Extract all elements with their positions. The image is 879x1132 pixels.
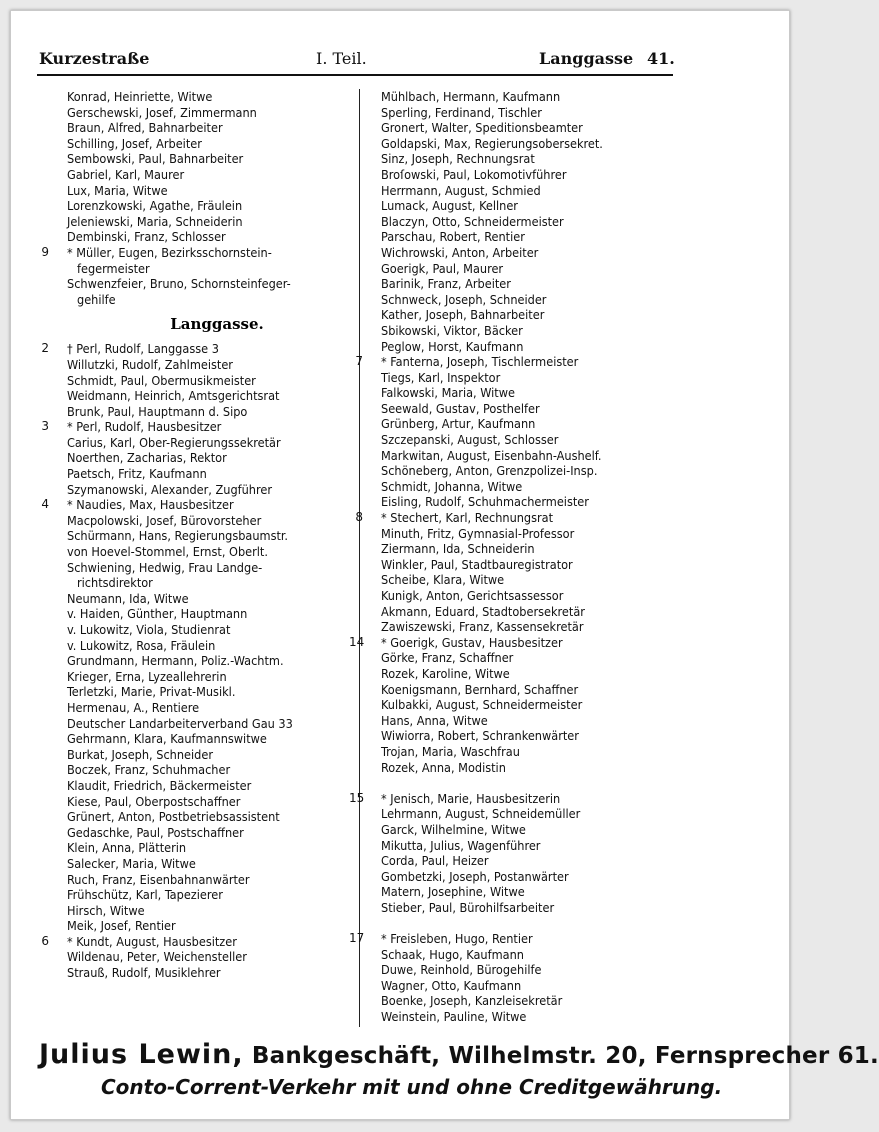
- directory-entry: [367, 229, 667, 245]
- directory-entry: [367, 292, 667, 308]
- entry-text: Gombetzki, Joseph, Postanwärter: [381, 868, 569, 884]
- directory-entry: [355, 510, 667, 526]
- directory-entry: [41, 244, 351, 261]
- directory-entry: [53, 229, 351, 245]
- entry-text: Sbikowski, Viktor, Bäcker: [381, 322, 523, 338]
- directory-entry: [367, 993, 667, 1009]
- directory-entry: [53, 809, 351, 825]
- entry-text: Rozek, Karoline, Witwe: [381, 665, 510, 681]
- entry-text: Boczek, Franz, Schuhmacher: [67, 762, 231, 778]
- entry-text: Lehrmann, August, Schneidemüller: [381, 806, 581, 822]
- entry-text: Winkler, Paul, Stadtbauregistrator: [381, 556, 573, 572]
- entry-text: v. Haiden, Günther, Hauptmann: [67, 606, 248, 622]
- directory-entry: [53, 198, 351, 214]
- directory-entry: [53, 903, 351, 919]
- directory-entry: [53, 167, 351, 183]
- directory-entry: [367, 432, 667, 448]
- directory-entry: [349, 931, 667, 947]
- entry-text: Parschau, Robert, Rentier: [381, 229, 525, 245]
- entry-text: Markwitan, August, Eisenbahn-Aushelf.: [381, 447, 602, 463]
- directory-entry: [53, 528, 351, 544]
- directory-entry: [53, 105, 351, 121]
- entry-text: Schilling, Josef, Arbeiter: [67, 135, 202, 151]
- directory-entry: [367, 494, 667, 510]
- entry-text: Mühlbach, Hermann, Kaufmann: [381, 89, 561, 104]
- entry-text: Akmann, Eduard, Stadtobersekretär: [381, 603, 585, 619]
- entry-text: Lumack, August, Kellner: [381, 198, 518, 214]
- directory-entry: [53, 653, 351, 669]
- directory-entry: [53, 794, 351, 810]
- directory-entry: [367, 339, 667, 355]
- directory-entry: [367, 198, 667, 214]
- entry-text: Willutzki, Rudolf, Zahlmeister: [67, 356, 233, 372]
- directory-entry: [367, 261, 667, 277]
- house-number: 4: [41, 497, 49, 512]
- entry-text: Gabriel, Karl, Maurer: [67, 166, 185, 182]
- entry-text: v. Lukowitz, Rosa, Fräulein: [67, 637, 216, 653]
- entry-text: Grünberg, Artur, Kaufmann: [381, 416, 536, 432]
- directory-entry: [53, 684, 351, 700]
- house-number: 7: [355, 354, 363, 369]
- entry-text: Schaak, Hugo, Kaufmann: [381, 946, 524, 962]
- entry-text: Duwe, Reinhold, Bürogehilfe: [381, 962, 542, 978]
- directory-entry: [367, 323, 667, 339]
- directory-entry: [53, 136, 351, 152]
- entry-text: von Hoevel-Stommel, Ernst, Oberlt.: [67, 544, 268, 560]
- directory-entry: [53, 292, 351, 308]
- advertiser-name: Julius Lewin,: [39, 1039, 244, 1070]
- directory-entry: [367, 401, 667, 417]
- entry-text: fegermeister: [77, 260, 150, 276]
- directory-entry: [53, 450, 351, 466]
- entry-text: Minuth, Fritz, Gymnasial-Professor: [381, 525, 575, 541]
- advertiser-details: Bankgeschäft, Wilhelmstr. 20, Fernsprecher 61.: [251, 1043, 879, 1069]
- entry-text: * Fanterna, Joseph, Tischlermeister: [381, 354, 579, 370]
- entry-text: Sinz, Joseph, Rechnungsrat: [381, 151, 535, 167]
- entry-text: Trojan, Maria, Waschfrau: [381, 743, 520, 759]
- entry-text: * Stechert, Karl, Rechnungsrat: [381, 510, 554, 526]
- entry-text: Weinstein, Pauline, Witwe: [381, 1009, 527, 1025]
- entry-text: Peglow, Horst, Kaufmann: [381, 338, 524, 354]
- directory-entry: [53, 716, 351, 732]
- entry-text: Gedaschke, Paul, Postschaffner: [67, 824, 244, 840]
- directory-entry: [367, 650, 667, 666]
- entry-text: Grünert, Anton, Postbetriebsassistent: [67, 809, 280, 825]
- house-number: 2: [41, 341, 49, 356]
- directory-entry: [367, 245, 667, 261]
- advertisement-line-1: [39, 1039, 879, 1070]
- directory-entry: [367, 666, 667, 682]
- directory-entry: [53, 669, 351, 685]
- entry-text: Wichrowski, Anton, Arbeiter: [381, 244, 539, 260]
- entry-text: gehilfe: [77, 291, 116, 307]
- entry-text: Rozek, Anna, Modistin: [381, 759, 506, 775]
- header-street-left: Kurzestraße: [39, 49, 150, 68]
- directory-entry: [53, 435, 351, 451]
- entry-text: Corda, Paul, Heizer: [381, 853, 489, 869]
- directory-entry: [53, 622, 351, 638]
- directory-entry: [367, 416, 667, 432]
- entry-text: Broſowski, Paul, Lokomotivführer: [381, 166, 567, 182]
- entry-text: Szymanowski, Alexander, Zugführer: [67, 481, 272, 497]
- directory-entry: [367, 151, 667, 167]
- entry-text: Gerschewski, Josef, Zimmermann: [67, 104, 257, 120]
- directory-entry: [53, 731, 351, 747]
- directory-entry: [367, 526, 667, 542]
- directory-entry: [367, 682, 667, 698]
- entry-text: Schmidt, Johanna, Witwe: [381, 478, 523, 494]
- entry-text: Terletzki, Marie, Privat-Musikl.: [67, 684, 236, 700]
- directory-entry: [53, 388, 351, 404]
- entry-text: Wagner, Otto, Kaufmann: [381, 977, 522, 993]
- entry-text: richtsdirektor: [77, 575, 153, 591]
- directory-entry: [367, 89, 667, 105]
- directory-entry: [349, 790, 667, 807]
- directory-entry: [367, 276, 667, 292]
- header-rule: [37, 74, 673, 76]
- entry-gap: [367, 915, 667, 931]
- column-divider: [359, 89, 360, 1027]
- header-street-right: Langgasse: [539, 49, 634, 68]
- directory-entry: [367, 806, 667, 822]
- entry-text: Tiegs, Karl, Inspektor: [381, 369, 501, 385]
- directory-entry: [367, 744, 667, 760]
- directory-entry: [41, 497, 351, 513]
- directory-entry: [41, 419, 351, 435]
- entry-text: Schnweck, Joseph, Schneider: [381, 291, 547, 307]
- directory-entry: [367, 697, 667, 713]
- entry-text: Wiwiorra, Robert, Schrankenwärter: [381, 728, 579, 744]
- directory-entry: [367, 962, 667, 978]
- entry-text: Schöneberg, Anton, Grenzpolizei-Insp.: [381, 463, 598, 479]
- directory-entry: [367, 760, 667, 776]
- directory-entry: [53, 638, 351, 654]
- directory-entry: [53, 747, 351, 763]
- directory-entry: [367, 136, 667, 152]
- entry-text: Boenke, Joseph, Kanzleisekretär: [381, 993, 563, 1009]
- directory-entry: [349, 634, 667, 651]
- directory-entry: [53, 918, 351, 934]
- directory-entry: [367, 822, 667, 838]
- entry-text: Krieger, Erna, Lyzeallehrerin: [67, 668, 227, 684]
- entry-text: Scheibe, Klara, Witwe: [381, 572, 505, 588]
- directory-entry: [367, 448, 667, 464]
- entry-text: Klaudit, Friedrich, Bäckermeister: [67, 777, 252, 793]
- entry-text: Jeleniewski, Maria, Schneiderin: [67, 213, 243, 229]
- directory-entry: [53, 544, 351, 560]
- directory-entry: [367, 214, 667, 230]
- entry-text: Blaczyn, Otto, Schneidermeister: [381, 213, 564, 229]
- advertisement-line-2: Conto-Corrent-Verkehr mit und ohne Creditgewährung.: [101, 1075, 723, 1099]
- entry-text: Lux, Maria, Witwe: [67, 182, 168, 198]
- entry-text: Grundmann, Hermann, Poliz.-Wachtm.: [67, 653, 284, 669]
- entry-text: Ziermann, Ida, Schneiderin: [381, 541, 535, 557]
- entry-text: Garck, Wilhelmine, Witwe: [381, 821, 526, 837]
- directory-entry: [367, 183, 667, 199]
- directory-entry: [53, 214, 351, 230]
- directory-entry: [367, 167, 667, 183]
- directory-entry: [367, 947, 667, 963]
- entry-text: Goerigk, Paul, Maurer: [381, 260, 504, 276]
- entry-text: Lorenzkowski, Agathe, Fräulein: [67, 198, 243, 214]
- entry-text: Zawiszewski, Franz, Kassensekretär: [381, 619, 584, 635]
- entry-text: Kunigk, Anton, Gerichtsassessor: [381, 588, 564, 603]
- directory-entry: [53, 120, 351, 136]
- directory-entry: [41, 341, 351, 357]
- directory-entry: [367, 900, 667, 916]
- page-number: 41.: [647, 49, 675, 68]
- entry-gap: [367, 775, 667, 791]
- directory-entry: [355, 354, 667, 370]
- entry-text: Kather, Joseph, Bahnarbeiter: [381, 307, 545, 323]
- entry-text: Herrmann, August, Schmied: [381, 182, 541, 198]
- entry-text: Braun, Alfred, Bahnarbeiter: [67, 120, 223, 136]
- directory-entry: [53, 778, 351, 794]
- entry-text: * Freisleben, Hugo, Rentier: [381, 931, 533, 947]
- entry-text: Schwiening, Hedwig, Frau Landge-: [67, 559, 263, 575]
- directory-entry: [367, 463, 667, 479]
- entry-text: Szczepanski, August, Schlosser: [381, 432, 559, 448]
- directory-entry: [53, 606, 351, 622]
- directory-entry: [367, 105, 667, 121]
- directory-entry: [367, 385, 667, 401]
- directory-entry: [41, 933, 351, 950]
- directory-entry: [53, 560, 351, 576]
- house-number: 8: [355, 510, 363, 525]
- left-column: [41, 89, 351, 981]
- entry-text: Wildenau, Peter, Weichensteller: [67, 949, 247, 965]
- entry-text: Deutscher Landarbeiterverband Gau 33: [67, 715, 293, 731]
- header-part: I. Teil.: [316, 49, 367, 68]
- entry-text: Neumann, Ida, Witwe: [67, 590, 189, 606]
- entry-text: Hermenau, A., Rentiere: [67, 699, 200, 715]
- directory-entry: [53, 762, 351, 778]
- directory-entry: [53, 856, 351, 872]
- house-number: 15: [349, 790, 365, 805]
- entry-text: Schwenzfeier, Bruno, Schornsteinfeger-: [67, 276, 291, 292]
- entry-text: Sperling, Ferdinand, Tischler: [381, 104, 542, 120]
- directory-entry: [53, 887, 351, 903]
- directory-entry: [367, 838, 667, 854]
- directory-entry: [53, 151, 351, 167]
- directory-entry: [367, 370, 667, 386]
- directory-page: [10, 10, 879, 1120]
- directory-entry: [53, 89, 351, 105]
- directory-entry: [367, 869, 667, 885]
- directory-entry: [53, 872, 351, 888]
- entry-text: * Jenisch, Marie, Hausbesitzerin: [381, 790, 561, 806]
- directory-entry: [53, 276, 351, 292]
- right-entries: [349, 89, 667, 1025]
- house-number: 9: [41, 244, 49, 259]
- directory-entry: [367, 884, 667, 900]
- directory-entry: [367, 120, 667, 136]
- directory-entry: [53, 591, 351, 607]
- entry-text: * Müller, Eugen, Bezirksschornstein-: [67, 244, 272, 260]
- left-top-entries: [41, 89, 351, 307]
- entry-text: Hirsch, Witwe: [67, 902, 145, 918]
- entry-text: Eisling, Rudolf, Schuhmachermeister: [381, 494, 589, 510]
- entry-text: Burkat, Joseph, Schneider: [67, 746, 213, 762]
- entry-text: Goldapski, Max, Regierungsobersekret.: [381, 135, 603, 151]
- directory-entry: [367, 1009, 667, 1025]
- entry-text: * Perl, Rudolf, Hausbesitzer: [67, 419, 222, 435]
- directory-entry: [367, 853, 667, 869]
- entry-text: Sembowski, Paul, Bahnarbeiter: [67, 151, 244, 167]
- entry-text: Kulbakki, August, Schneidermeister: [381, 697, 583, 713]
- left-bottom-entries: [41, 341, 351, 981]
- house-number: 17: [349, 931, 365, 946]
- house-number: 3: [41, 419, 49, 434]
- directory-entry: [53, 513, 351, 529]
- entry-text: Seewald, Gustav, Posthelfer: [381, 400, 540, 416]
- directory-entry: [53, 183, 351, 199]
- directory-entry: [367, 619, 667, 635]
- directory-entry: [367, 572, 667, 588]
- entry-text: Klein, Anna, Plätterin: [67, 840, 187, 856]
- directory-entry: [53, 261, 351, 277]
- entry-text: Matern, Josephine, Witwe: [381, 884, 525, 900]
- entry-text: Konrad, Heinriette, Witwe: [67, 89, 213, 104]
- house-number: 14: [349, 634, 365, 649]
- directory-entry: [367, 307, 667, 323]
- directory-entry: [53, 825, 351, 841]
- entry-text: Hans, Anna, Witwe: [381, 712, 488, 728]
- entry-text: v. Lukowitz, Viola, Studienrat: [67, 622, 231, 637]
- directory-entry: [367, 728, 667, 744]
- entry-text: Schmidt, Paul, Obermusikmeister: [67, 372, 256, 388]
- entry-text: Meik, Josef, Rentier: [67, 918, 176, 934]
- directory-entry: [367, 588, 667, 604]
- entry-text: Paetsch, Fritz, Kaufmann: [67, 466, 207, 482]
- entry-text: * Kundt, August, Hausbesitzer: [67, 933, 237, 949]
- entry-text: Gronert, Walter, Speditionsbeamter: [381, 120, 583, 136]
- street-heading: Langgasse.: [170, 315, 264, 334]
- entry-text: Kiese, Paul, Oberpostschaffner: [67, 793, 241, 809]
- entry-text: Dembinski, Franz, Schlosser: [67, 229, 226, 245]
- entry-text: Noerthen, Zacharias, Rektor: [67, 450, 227, 466]
- entry-text: Görke, Franz, Schaffner: [381, 650, 514, 666]
- directory-entry: [367, 479, 667, 495]
- entry-text: Frühschütz, Karl, Tapezierer: [67, 887, 223, 903]
- entry-text: Gehrmann, Klara, Kaufmannswitwe: [67, 731, 267, 747]
- directory-entry: [53, 373, 351, 389]
- directory-entry: [367, 557, 667, 573]
- directory-entry: [53, 700, 351, 716]
- directory-entry: [53, 357, 351, 373]
- entry-text: Salecker, Maria, Witwe: [67, 855, 196, 871]
- house-number: 6: [41, 933, 49, 948]
- entry-text: Schürmann, Hans, Regierungsbaumstr.: [67, 528, 289, 544]
- entry-text: * Naudies, Max, Hausbesitzer: [67, 497, 234, 513]
- directory-entry: [367, 604, 667, 620]
- directory-entry: [367, 541, 667, 557]
- entry-text: * Goerigk, Gustav, Hausbesitzer: [381, 634, 563, 650]
- directory-entry: [367, 978, 667, 994]
- entry-text: Brunk, Paul, Hauptmann d. Sipo: [67, 403, 248, 419]
- right-column: [349, 89, 667, 1025]
- directory-entry: [53, 404, 351, 420]
- entry-text: Mikutta, Julius, Wagenführer: [381, 837, 541, 853]
- entry-text: Koenigsmann, Bernhard, Schaffner: [381, 681, 579, 697]
- entry-text: † Perl, Rudolf, Langgasse 3: [67, 341, 219, 357]
- entry-text: Macpolowski, Josef, Bürovorsteher: [67, 512, 262, 528]
- directory-entry: [53, 949, 351, 965]
- directory-entry: [53, 840, 351, 856]
- entry-text: Barinik, Franz, Arbeiter: [381, 276, 511, 292]
- directory-entry: [53, 965, 351, 981]
- entry-text: Ruch, Franz, Eisenbahnanwärter: [67, 871, 250, 887]
- entry-text: Weidmann, Heinrich, Amtsgerichtsrat: [67, 388, 280, 404]
- entry-text: Stieber, Paul, Bürohilfsarbeiter: [381, 899, 555, 915]
- directory-entry: [53, 466, 351, 482]
- entry-text: Falkowski, Maria, Witwe: [381, 385, 515, 401]
- entry-text: Strauß, Rudolf, Musiklehrer: [67, 965, 221, 981]
- directory-entry: [53, 575, 351, 591]
- directory-entry: [367, 713, 667, 729]
- directory-entry: [53, 482, 351, 498]
- entry-text: Carius, Karl, Ober-Regierungssekretär: [67, 434, 281, 450]
